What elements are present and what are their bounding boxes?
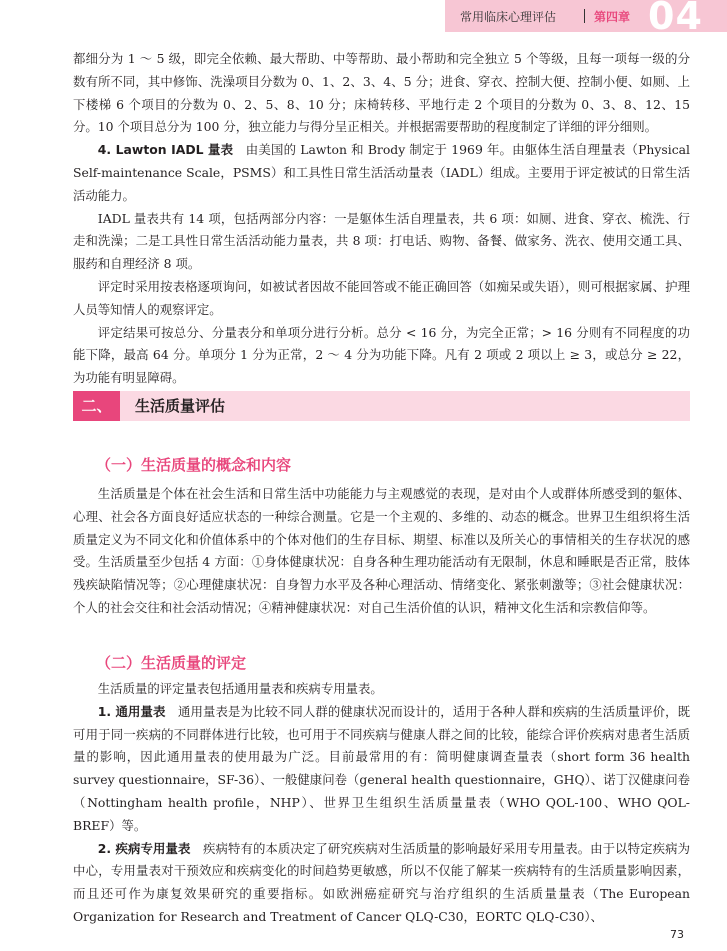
paragraph: 都细分为 1 ～ 5 级，即完全依赖、最大帮助、中等帮助、最小帮助和完全独立 5 个等级，且每一项每一级的分数有所不同，其中修饰、洗澡项目分数为 0、1、2、3、4、5 分；进食、穿衣、控制大便、控制小便、如厕、上下楼梯 6 个项目的分数为 0、2、5、8、10 分；床椅转移、平地行走 2 个项目的分数为 0、3、8、12、15 分。10 个项目总分为 100 分，独立能力与得分呈正相关。并根据需要帮助的程度制定了详细的评分细则。 [73, 51, 690, 135]
item-heading: 1. 通用量表 [97, 703, 166, 719]
paragraph [73, 701, 690, 838]
section-title: 生活质量评估 [135, 397, 226, 415]
paragraph: IADL 量表共有 14 项，包括两部分内容：一是躯体生活自理量表，共 6 项：如厕、进食、穿衣、梳洗、行走和洗澡；二是工具性日常生活活动能力量表，共 8 项：打电话、购物、备餐、做家务、洗衣、使用交通工具、服药和自理经济 8 项。 [73, 210, 690, 272]
chapter-label: 第四章 [594, 10, 631, 24]
paragraph-text: 由美国的 Lawton 和 Brody 制定于 1969 年。由躯体生活自理量表（Physical Self-maintenance Scale，PSMS）和工具性日常生活活动量表（IADL）组成。主要用于评定被试的日常生活活动能力。 [73, 142, 690, 203]
subsection-title: （二）生活质量的评定 [96, 654, 247, 672]
page-number: 73 [670, 928, 684, 941]
paragraph-text: 通用量表是为比较不同人群的健康状况而设计的，适用于各种人群和疾病的生活质量评价，既可用于同一疾病的不同群体进行比较，也可用于不同疾病与健康人群之间的比较，能综合评价疾病对患者生活质量的影响，因此通用量表的使用最为广泛。目前最常用的有：简明健康调查量表（short form 36 health survey questionnaire，SF-36）、一般健康问卷（general health questionnaire，GHQ）、诺丁汉健康问卷（Nottingham health profile，NHP）、世界卫生组织生活质量量表（WHO QOL-100、WHO QOL-BREF）等。 [73, 703, 690, 833]
section-heading [73, 391, 690, 421]
subsection-text [73, 483, 690, 620]
paragraph: 评定结果可按总分、分量表分和单项分进行分析。总分 < 16 分，为完全正常；> 16 分则有不同程度的功能下降，最高 64 分。单项分 1 分为正常，2 ～ 4 分为功能下降。凡有 2 项或 2 项以上 ≥ 3，或总分 ≥ 22，为功能有明显障碍。 [73, 324, 690, 386]
chapter-number: 04 [648, 0, 703, 38]
paragraph: 生活质量的评定量表包括通用量表和疾病专用量表。 [97, 681, 383, 696]
page-header [0, 0, 727, 38]
paragraph [73, 838, 690, 929]
item-heading: 4. Lawton IADL 量表 [97, 142, 234, 158]
header-divider [584, 9, 585, 23]
book-title: 常用临床心理评估 [460, 10, 557, 24]
paragraph [73, 139, 690, 207]
paragraph: 生活质量是个体在社会生活和日常生活中功能能力与主观感觉的表现，是对由个人或群体所感受到的躯体、心理、社会各方面良好适应状态的一种综合测量。它是一个主观的、多维的、动态的概念。世界卫生组织将生活质量定义为不同文化和价值体系中的个体对他们的生存目标、期望、标准以及所关心的事情相关的生存状况的感受。生活质量至少包括 4 方面：①身体健康状况：自身各种生理功能活动有无限制，休息和睡眠是否正常，肢体残疾缺陷情况等；②心理健康状况：自身智力水平及各种心理活动、情绪变化、紧张刺激等；③社会健康状况：个人的社会交往和社会活动情况；④精神健康状况：对自己生活价值的认识，精神文化生活和宗教信仰等。 [73, 486, 690, 615]
section-number: 二、 [73, 391, 120, 421]
item-heading: 2. 疾病专用量表 [97, 840, 191, 856]
paragraph: 评定时采用按表格逐项询问，如被试者因故不能回答或不能正确回答（如痴呆或失语），则可根据家属、护理人员等知情人的观察评定。 [73, 278, 690, 317]
paragraph-text: 疾病特有的本质决定了研究疾病对生活质量的影响最好采用专用量表。由于以特定疾病为中心，专用量表对干预效应和疾病变化的时间趋势更敏感，所以不仅能了解某一疾病特有的生活质量影响因素，而且还可作为康复效果研究的重要指标。如欧洲癌症研究与治疗组织的生活质量量表（The European Organization for Research and Treatment of Cancer QLQ-C30，EORTC QLQ-C30）、 [73, 840, 691, 924]
subsection-title: （一）生活质量的概念和内容 [96, 456, 292, 474]
intro-text [73, 48, 690, 390]
subsection-text [73, 678, 690, 929]
